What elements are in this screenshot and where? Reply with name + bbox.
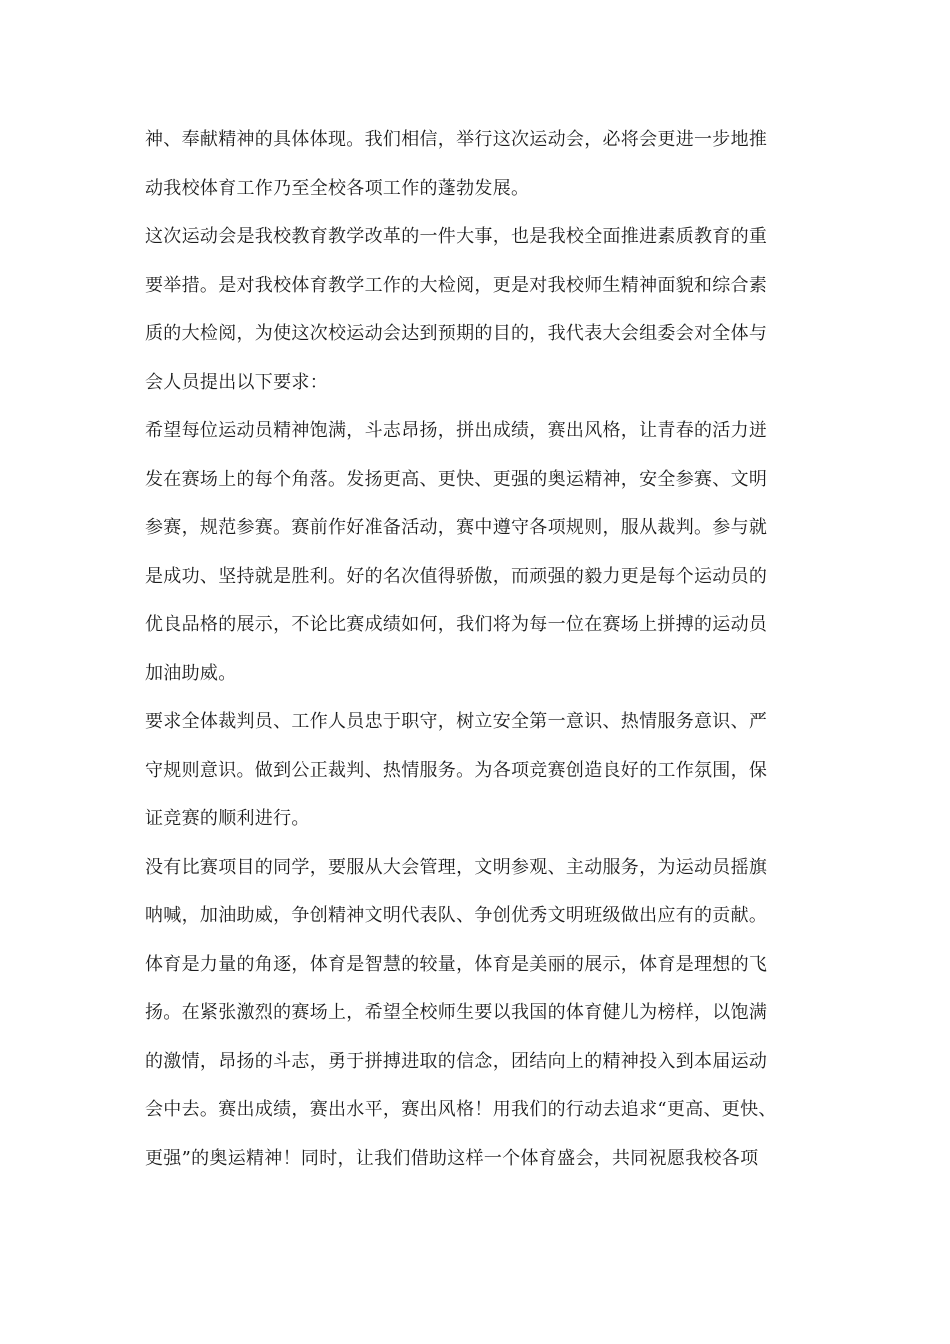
text-line: 会中去。赛出成绩，赛出水平，赛出风格！用我们的行动去追求“更高、更快、 <box>145 1099 777 1120</box>
text-line: 神、奉献精神的具体体现。我们相信，举行这次运动会，必将会更进一步地推 <box>145 129 768 150</box>
text-line: 守规则意识。做到公正裁判、热情服务。为各项竞赛创造良好的工作氛围，保 <box>145 759 768 781</box>
text-line: 加油助威。 <box>145 662 237 684</box>
text-line: 要举措。是对我校体育教学工作的大检阅，更是对我校师生精神面貌和综合素 <box>145 274 768 296</box>
text-line: 发在赛场上的每个角落。发扬更高、更快、更强的奥运精神，安全参赛、文明 <box>145 468 768 490</box>
text-line: 要求全体裁判员、工作人员忠于职守，树立安全第一意识、热情服务意识、严 <box>145 711 768 732</box>
text-line: 体育是力量的角逐，体育是智慧的较量，体育是美丽的展示，体育是理想的飞 <box>145 953 768 975</box>
text-line: 扬。在紧张激烈的赛场上，希望全校师生要以我国的体育健儿为榜样，以饱满 <box>145 1002 768 1023</box>
text-line: 的激情，昂扬的斗志，勇于拼搏进取的信念，团结向上的精神投入到本届运动 <box>145 1050 768 1072</box>
text-line: 会人员提出以下要求： <box>145 371 328 393</box>
text-line: 证竞赛的顺利进行。 <box>145 808 310 829</box>
text-line: 希望每位运动员精神饱满，斗志昂扬，拼出成绩，赛出风格，让青春的活力迸 <box>145 420 768 441</box>
text-line: 动我校体育工作乃至全校各项工作的蓬勃发展。 <box>145 177 530 199</box>
text-line: 质的大检阅，为使这次校运动会达到预期的目的，我代表大会组委会对全体与 <box>145 323 768 344</box>
text-line: 没有比赛项目的同学，要服从大会管理，文明参观、主动服务，为运动员摇旗 <box>145 856 768 878</box>
text-line: 这次运动会是我校教育教学改革的一件大事，也是我校全面推进素质教育的重 <box>145 226 768 247</box>
text-line: 参赛，规范参赛。赛前作好准备活动，赛中遵守各项规则，服从裁判。参与就 <box>145 517 768 538</box>
text-line: 是成功、坚持就是胜利。好的名次值得骄傲，而顽强的毅力更是每个运动员的 <box>145 565 768 587</box>
text-line: 呐喊，加油助威，争创精神文明代表队、争创优秀文明班级做出应有的贡献。 <box>145 905 768 926</box>
document-body <box>145 116 815 1183</box>
text-line: 更强”的奥运精神！同时，让我们借助这样一个体育盛会，共同祝愿我校各项 <box>145 1147 759 1169</box>
text-line: 优良品格的展示，不论比赛成绩如何，我们将为每一位在赛场上拼搏的运动员 <box>145 614 768 635</box>
